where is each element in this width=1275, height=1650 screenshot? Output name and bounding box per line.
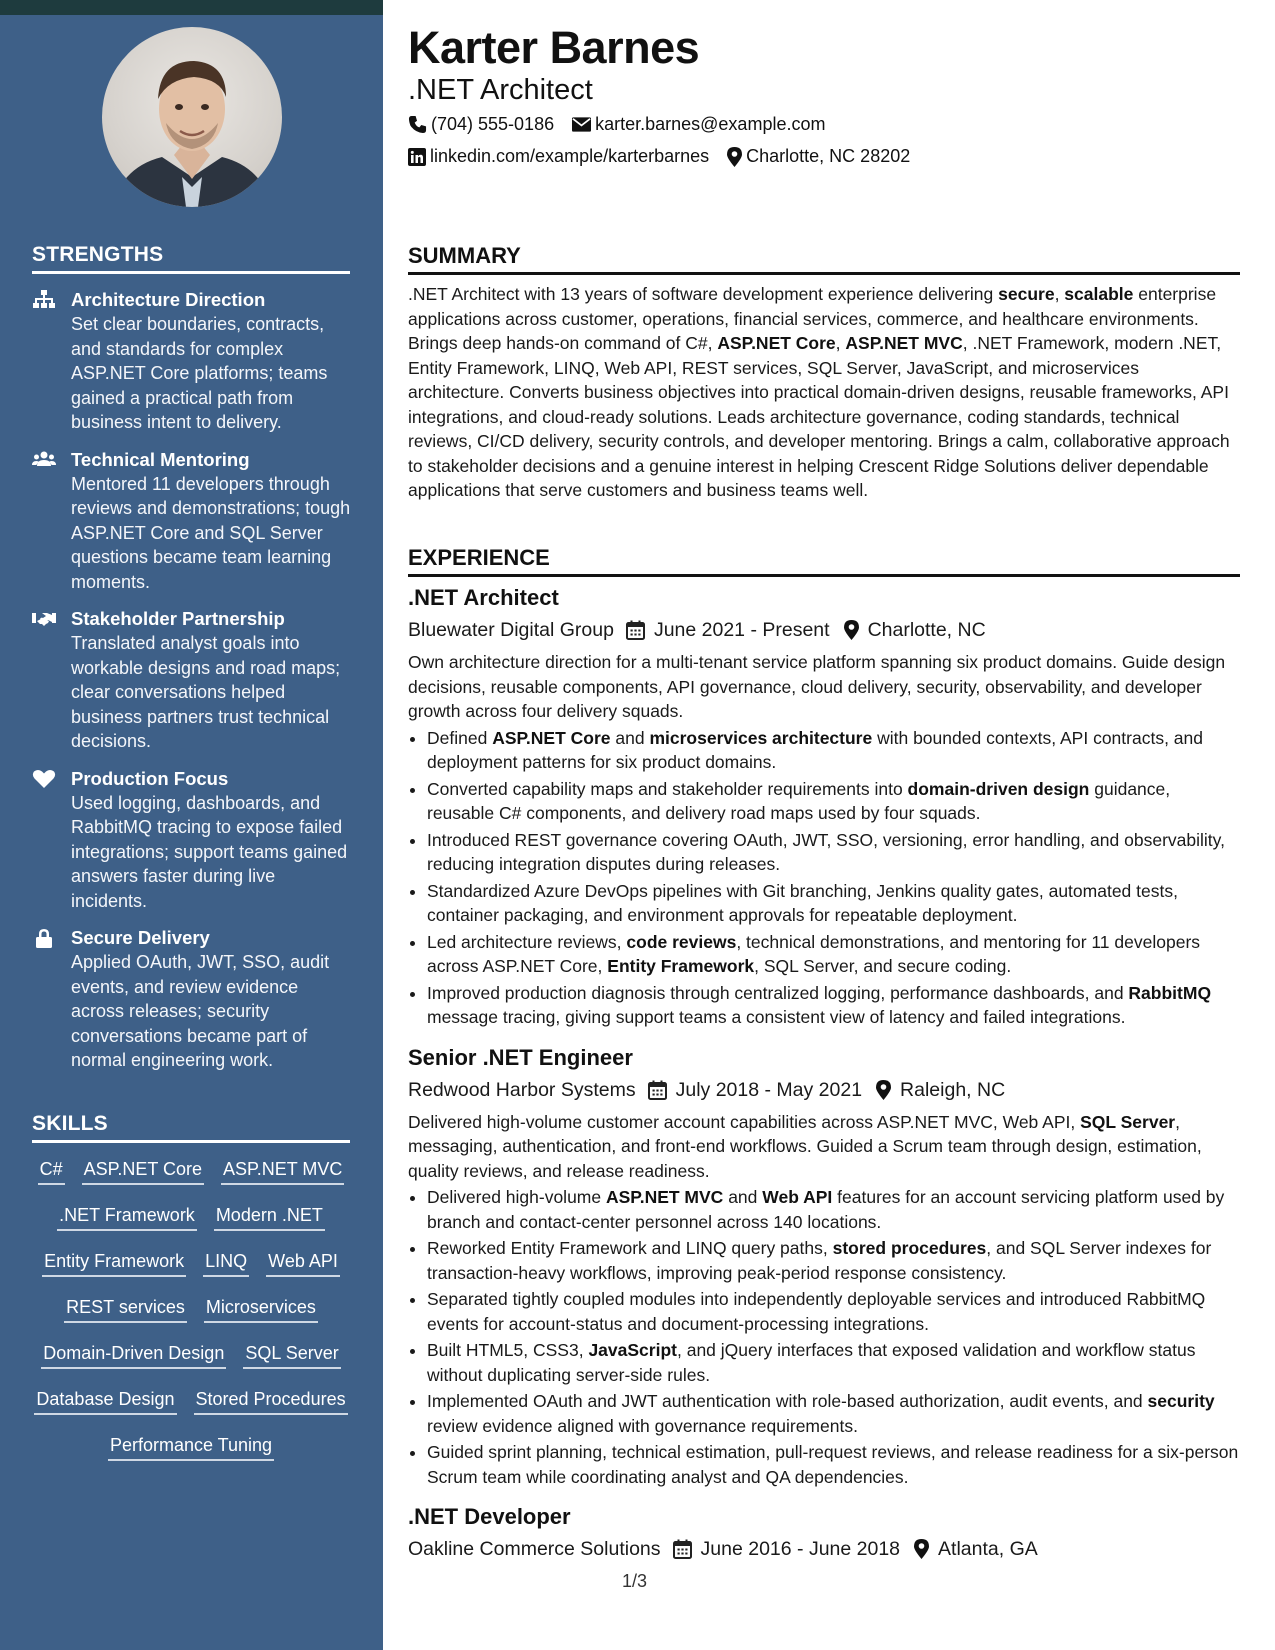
job-meta <box>408 617 1240 643</box>
strength-item <box>32 767 352 914</box>
text-segment: , and SQL Server indexes for transaction-heavy workflows, improving peak-period response consistency. <box>427 1238 1212 1283</box>
map-pin-icon <box>727 147 742 167</box>
job-title: Senior .NET Engineer <box>408 1044 633 1070</box>
text-segment: , and jQuery interfaces that exposed validation and workflow status without duplicating server-side rules. <box>427 1340 1196 1385</box>
envelope-icon <box>572 117 591 132</box>
sidebar-top-accent-bar <box>0 0 383 15</box>
text-segment: .NET Architect with 13 years of software development experience delivering <box>408 284 999 304</box>
text-segment: Implemented OAuth and JWT authentication with role-based authorization, audit events, and <box>427 1391 1148 1411</box>
strength-item <box>32 288 352 435</box>
skill-tag: Modern .NET <box>214 1202 325 1231</box>
bold-keyword: secure <box>998 284 1055 304</box>
phone-contact <box>408 114 554 135</box>
phone-icon <box>408 115 427 134</box>
dates-text: July 2018 - May 2021 <box>675 1078 863 1101</box>
sidebar <box>0 0 383 1650</box>
calendar-icon <box>648 1080 667 1100</box>
bold-keyword: microservices architecture <box>649 727 873 748</box>
text-segment: review evidence aligned with governance requirements. <box>427 1415 858 1436</box>
skill-tag: Database Design <box>34 1386 176 1415</box>
bold-keyword: stored procedures <box>832 1238 987 1258</box>
text-segment: Improved production diagnosis through centralized logging, performance dashboards, and <box>427 982 1129 1003</box>
text-segment: Built HTML5, CSS3, <box>427 1340 589 1360</box>
handshake-icon <box>32 609 56 629</box>
bold-keyword: RabbitMQ <box>1128 982 1212 1003</box>
job-bullet <box>427 777 1240 826</box>
strength-item <box>32 926 352 1073</box>
dates-text: June 2021 - Present <box>653 619 830 641</box>
job-dates <box>626 617 830 643</box>
job-dates <box>673 1536 901 1562</box>
job-location <box>844 617 986 643</box>
skill-tag: ASP.NET Core <box>82 1156 204 1185</box>
strength-item <box>32 607 352 754</box>
text-segment: , <box>1054 284 1065 304</box>
candidate-title: .NET Architect <box>408 74 593 106</box>
skill-tag: REST services <box>64 1294 187 1323</box>
calendar-icon <box>673 1539 692 1559</box>
map-pin-icon <box>876 1080 891 1100</box>
profile-photo-icon <box>102 27 282 207</box>
location-text: Charlotte, NC 28202 <box>746 146 911 166</box>
skill-tag: Stored Procedures <box>194 1386 348 1415</box>
strength-title: Architecture Direction <box>71 289 266 310</box>
job-location <box>876 1077 1005 1103</box>
map-pin-icon <box>844 620 859 640</box>
skills-list <box>32 1156 350 1461</box>
phone-text[interactable]: (704) 555-0186 <box>431 114 555 134</box>
text-segment: , messaging, authentication, and front-end workflows. Guided a Scrum team through design, estimation, quality reviews, and release readiness. <box>408 1111 1202 1181</box>
lock-icon <box>32 928 56 948</box>
job-bullet <box>427 828 1240 877</box>
text-segment: guidance, reusable C# components, and delivery road maps used by four squads. <box>427 778 1171 823</box>
job-bullet <box>427 1338 1240 1387</box>
bold-keyword: scalable <box>1064 284 1134 304</box>
text-segment: Reworked Entity Framework and LINQ query paths, <box>427 1238 833 1258</box>
strength-description: Mentored 11 developers through reviews and demonstrations; tough ASP.NET Core and SQL Server questions became team learning moments. <box>71 473 351 592</box>
summary-heading: SUMMARY <box>408 243 1240 275</box>
candidate-name: Karter Barnes <box>408 22 700 73</box>
job-bullet <box>427 726 1240 775</box>
strength-title: Technical Mentoring <box>71 448 250 470</box>
text-segment: and <box>610 727 650 748</box>
bold-keyword: domain-driven design <box>907 778 1090 799</box>
job-meta <box>408 1077 1240 1103</box>
strength-description: Used logging, dashboards, and RabbitMQ tracing to expose failed integrations; support teams gained answers faster during live incidents. <box>71 792 348 911</box>
text-segment: with bounded contexts, API contracts, and deployment patterns for six product domains. <box>427 727 1203 772</box>
summary-text <box>408 282 1240 503</box>
sitemap-icon <box>32 290 56 310</box>
job-description <box>408 1110 1240 1184</box>
job-location-text: Raleigh, NC <box>900 1078 1006 1101</box>
job-entry <box>408 1503 1240 1562</box>
job-bullet <box>427 879 1240 928</box>
text-segment: enterprise applications across customer, operations, financial services, commerce, and healthcare environments. Brings deep hands-on command of C#, <box>408 284 1217 353</box>
linkedin-contact <box>408 146 709 167</box>
text-segment: Standardized Azure DevOps pipelines with Git branching, Jenkins quality gates, automated tests, container packaging, and environment approvals for repeatable deployment. <box>427 880 1178 925</box>
bold-keyword: Entity Framework <box>607 956 755 976</box>
strength-description: Set clear boundaries, contracts, and standards for complex ASP.NET Core platforms; teams gained a practical path from business intent to delivery. <box>71 314 328 432</box>
job-location-text: Atlanta, GA <box>938 1538 1038 1560</box>
bold-keyword: ASP.NET Core <box>492 727 611 748</box>
job-bullet <box>427 1185 1240 1234</box>
job-title: .NET Architect <box>408 585 559 610</box>
strengths-list <box>32 288 352 1086</box>
job-bullets <box>408 726 1240 1030</box>
bold-keyword: SQL Server <box>1080 1111 1176 1132</box>
page-number: 1/3 <box>622 1571 648 1591</box>
text-segment: Delivered high-volume customer account capabilities across ASP.NET MVC, Web API, <box>408 1111 1081 1132</box>
job-meta <box>408 1536 1240 1562</box>
strength-title: Stakeholder Partnership <box>71 608 285 629</box>
company-name: Redwood Harbor Systems <box>408 1078 636 1101</box>
bold-keyword: ASP.NET Core <box>717 333 836 353</box>
email-link[interactable]: karter.barnes@example.com <box>595 114 826 134</box>
skill-tag: Domain-Driven Design <box>41 1340 226 1369</box>
strength-item <box>32 448 352 595</box>
text-segment: , SQL Server, and secure coding. <box>754 956 1012 976</box>
job-bullet <box>427 1389 1240 1438</box>
bold-keyword: security <box>1147 1391 1215 1411</box>
bold-keyword: ASP.NET MVC <box>605 1187 724 1207</box>
map-pin-icon <box>914 1539 929 1559</box>
skills-heading: SKILLS <box>32 1112 350 1143</box>
text-segment: message tracing, giving support teams a consistent view of latency and failed integrations. <box>427 1007 1126 1027</box>
email-contact <box>572 114 825 135</box>
text-segment: Led architecture reviews, <box>427 931 627 952</box>
job-entry <box>408 1044 1240 1490</box>
job-bullet <box>427 1287 1240 1336</box>
strength-title: Production Focus <box>71 767 229 789</box>
skill-tag: .NET Framework <box>57 1202 197 1231</box>
skill-tag: Entity Framework <box>42 1248 186 1277</box>
skill-tag: Performance Tuning <box>108 1432 274 1461</box>
skill-tag: SQL Server <box>243 1340 340 1369</box>
job-entry <box>408 584 1240 1030</box>
job-description <box>408 650 1240 724</box>
linkedin-icon <box>408 148 426 166</box>
text-segment: Own architecture direction for a multi-tenant service platform spanning six product domains. Guide design decisions, reusable components, API governance, cloud delivery, security, observability, and developer growth across four delivery squads. <box>408 652 1226 721</box>
experience-list <box>408 584 1240 1576</box>
linkedin-link[interactable]: linkedin.com/example/karterbarnes <box>430 146 710 166</box>
bold-keyword: code reviews <box>626 931 737 952</box>
job-bullet <box>427 981 1240 1030</box>
strengths-heading: STRENGTHS <box>32 243 350 274</box>
text-segment: and <box>723 1187 763 1207</box>
text-segment: Separated tightly coupled modules into independently deployable services and introduced RabbitMQ events for account-status and document-processing integrations. <box>427 1289 1206 1334</box>
job-title: .NET Developer <box>408 1504 571 1529</box>
skill-tag: LINQ <box>203 1248 249 1277</box>
text-segment: , technical demonstrations, and mentoring for 11 developers across ASP.NET Core, <box>427 931 1201 976</box>
text-segment: Introduced REST governance covering OAuth, JWT, SSO, versioning, error handling, and observability, reducing integration disputes during releases. <box>427 829 1225 874</box>
company-name: Oakline Commerce Solutions <box>408 1538 661 1560</box>
experience-heading: EXPERIENCE <box>408 545 1240 577</box>
strength-description: Applied OAuth, JWT, SSO, audit events, and review evidence across releases; security conversations became part of normal engineering work. <box>71 952 330 1070</box>
text-segment: Converted capability maps and stakeholder requirements into <box>427 778 908 799</box>
job-dates <box>648 1077 862 1103</box>
skill-tag: Web API <box>266 1248 340 1277</box>
strength-title: Secure Delivery <box>71 927 210 948</box>
text-segment: Delivered high-volume <box>427 1187 606 1207</box>
bold-keyword: JavaScript <box>588 1340 677 1360</box>
heart-icon <box>32 769 56 789</box>
avatar <box>102 27 282 207</box>
text-segment: Guided sprint planning, technical estimation, pull-request reviews, and release readiness for a six-person Scrum team while coordinating analyst and QA dependencies. <box>427 1442 1239 1487</box>
location-contact <box>727 146 910 167</box>
skill-tag: C# <box>38 1156 65 1185</box>
skill-tag: ASP.NET MVC <box>221 1156 344 1185</box>
text-segment: , <box>835 333 846 353</box>
text-segment: features for an account servicing platform used by branch and contact-center personnel across 140 locations. <box>427 1187 1225 1232</box>
users-icon <box>32 450 56 470</box>
company-name: Bluewater Digital Group <box>408 619 614 641</box>
job-bullet <box>427 1236 1240 1285</box>
strength-description: Translated analyst goals into workable designs and road maps; clear conversations helped business partners trust technical decisions. <box>71 633 341 751</box>
contact-row <box>408 146 928 167</box>
text-segment: Defined <box>427 727 493 748</box>
job-location-text: Charlotte, NC <box>867 619 986 641</box>
job-bullet <box>427 930 1240 979</box>
dates-text: June 2016 - June 2018 <box>700 1538 901 1560</box>
contact-row <box>408 114 843 135</box>
job-bullets <box>408 1185 1240 1489</box>
text-segment: , .NET Framework, modern .NET, Entity Framework, LINQ, Web API, REST services, SQL Server, JavaScript, and microservices architecture. Converts business objectives into practical domain-driven designs, reusable frameworks, API integrations, and cloud-ready solutions. Leads architecture governance, coding standards, technical reviews, CI/CD delivery, security controls, and developer mentoring. Brings a calm, collaborative approach to stakeholder decisions and a genuine interest in helping Crescent Ridge Solutions deliver dependable applications that serve customers and business teams well. <box>408 333 1230 500</box>
job-bullet <box>427 1440 1240 1489</box>
bold-keyword: Web API <box>762 1187 833 1207</box>
job-location <box>914 1536 1038 1562</box>
calendar-icon <box>626 620 645 640</box>
bold-keyword: ASP.NET MVC <box>845 333 963 353</box>
skill-tag: Microservices <box>204 1294 318 1323</box>
